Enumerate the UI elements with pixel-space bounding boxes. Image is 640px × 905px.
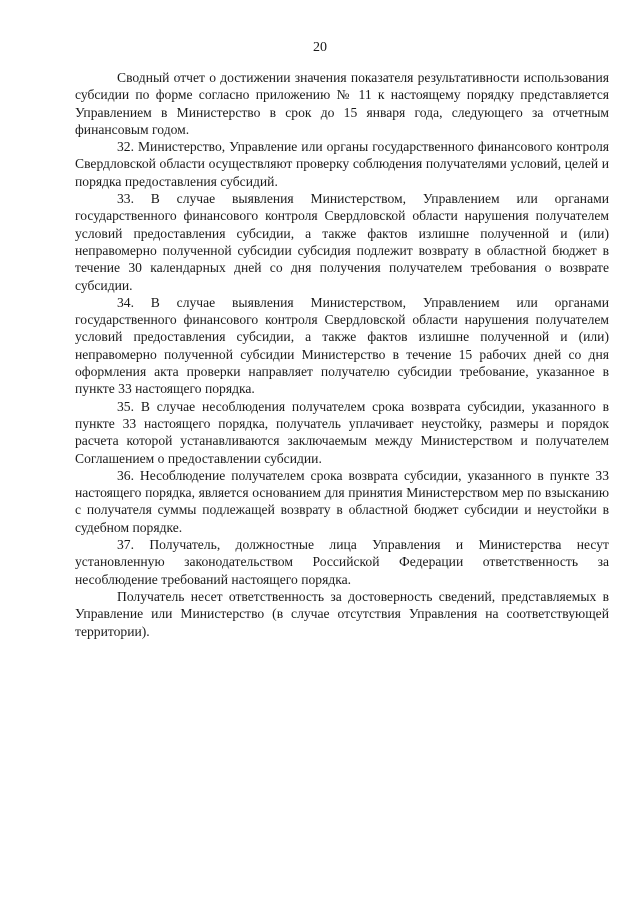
paragraph-32: 32. Министерство, Управление или органы государственного финансового контроля Свердловской области осуществляют проверку соблюдения получателями условий, целей и порядка предоставления субсидий. (75, 139, 609, 189)
page-number: 20 (313, 40, 327, 55)
paragraph-37: 37. Получатель, должностные лица Управления и Министерства несут установленную законодательством Российской Федерации ответственность за несоблюдение требований настоящего порядка. (75, 537, 609, 587)
paragraph-annual-report: Сводный отчет о достижении значения показателя результативности использования субсидии по форме согласно приложению № 11 к настоящему порядку представляется Управлением в Министерство в срок до 15 января года, следующего за отчетным финансовым годом. (75, 70, 609, 137)
document-body (75, 69, 609, 640)
paragraph-36: 36. Несоблюдение получателем срока возврата субсидии, указанного в пункте 33 настоящего порядка, является основанием для принятия Министерством мер по взысканию с получателя суммы подлежащей возврату в областной бюджет субсидии и неустойки в судебном порядке. (75, 467, 609, 535)
paragraph-34: 34. В случае выявления Министерством, Управлением или органами государственного финансового контроля Свердловской области нарушения получателем условий предоставления субсидии, а также фактов излишне полученной и (или) неправомерно полученной субсидии Министерство в течение 15 рабочих дней со дня оформления акта проверки направляет получателю субсидии требование, указанное в пункте 33 настоящего порядка. (75, 294, 609, 397)
paragraph-35: 35. В случае несоблюдения получателем срока возврата субсидии, указанного в пункте 33 настоящего порядка, получатель уплачивает неустойку, размеры и порядок расчета которой устанавливаются заключаемым между Министерством и получателем Соглашением о предоставлении субсидии. (75, 398, 609, 466)
paragraph-33: 33. В случае выявления Министерством, Управлением или органами государственного финансового контроля Свердловской области нарушения получателем условий предоставления субсидии, а также фактов излишне полученной и (или) неправомерно полученной субсидии субсидия подлежит возврату в областной бюджет в течение 30 календарных дней со дня получения получателем требования о возврате субсидии. (75, 191, 609, 293)
paragraph-responsibility: Получатель несет ответственность за достоверность сведений, представляемых в Управление или Министерство (в случае отсутствия Управления на соответствующей территории). (75, 588, 609, 639)
